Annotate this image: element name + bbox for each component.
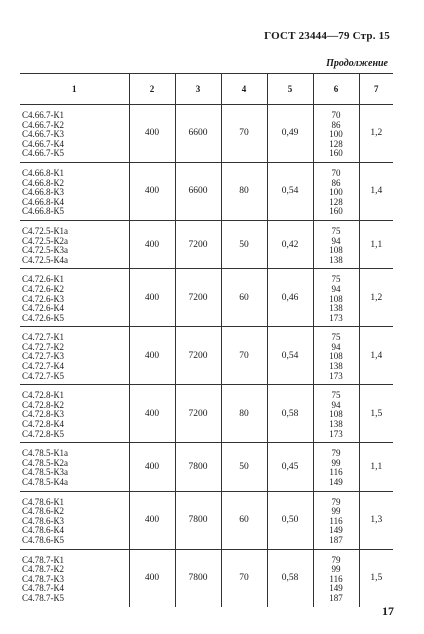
values-list-cell [313, 327, 359, 385]
cell-c2: 400 [129, 443, 175, 491]
page-number: 17 [382, 604, 394, 618]
table-row [20, 269, 393, 327]
values-list-cell [313, 549, 359, 606]
value-entry: 99 [331, 457, 341, 468]
value-entry: 75 [331, 225, 341, 236]
value-entry: 108 [329, 245, 343, 256]
value-entry: 138 [329, 361, 343, 372]
value-entry: 99 [331, 506, 341, 517]
column-header: 2 [129, 74, 175, 105]
value-entry: 75 [331, 390, 341, 401]
mark-list-cell [20, 162, 129, 220]
value-entry: 149 [329, 525, 343, 536]
product-mark: С4.72.7-К4 [22, 361, 65, 372]
product-mark: С4.72.5-К2а [22, 235, 68, 246]
value-entry: 100 [329, 129, 343, 140]
cell-c7: 1,5 [359, 549, 393, 606]
spec-table-container [20, 73, 393, 607]
product-mark: С4.66.8-К1 [22, 167, 65, 178]
column-header: 5 [267, 74, 313, 105]
product-mark: С4.72.6-К4 [22, 303, 65, 314]
value-entry: 128 [329, 196, 343, 207]
cell-c3: 7200 [175, 327, 221, 385]
product-mark: С4.72.6-К1 [22, 274, 65, 285]
value-entry: 108 [329, 409, 343, 420]
values-list-cell [313, 443, 359, 491]
cell-c4: 70 [221, 327, 267, 385]
value-entry: 149 [329, 477, 343, 487]
value-entry: 160 [329, 148, 343, 159]
product-mark: С4.66.8-К2 [22, 177, 65, 188]
mark-list-cell [20, 327, 129, 385]
value-entry: 138 [329, 303, 343, 314]
product-mark: С4.66.7-К1 [22, 110, 65, 120]
table-row [20, 491, 393, 549]
product-mark: С4.66.8-К4 [22, 196, 65, 207]
mark-list-cell [20, 491, 129, 549]
cell-c4: 80 [221, 162, 267, 220]
values-list-cell [313, 162, 359, 220]
product-mark: С4.78.6-К1 [22, 496, 65, 507]
cell-c5: 0,46 [267, 269, 313, 327]
column-header: 6 [313, 74, 359, 105]
product-mark: С4.78.7-К3 [22, 573, 65, 584]
table-header-row [20, 74, 393, 105]
cell-c5: 0,49 [267, 105, 313, 163]
value-entry: 75 [331, 332, 341, 343]
value-entry: 108 [329, 351, 343, 362]
cell-c3: 6600 [175, 105, 221, 163]
value-entry: 70 [331, 167, 341, 178]
values-list-cell [313, 105, 359, 163]
product-mark: С4.72.6-К2 [22, 283, 65, 294]
mark-list-cell [20, 269, 129, 327]
value-entry: 79 [331, 448, 341, 459]
cell-c2: 400 [129, 385, 175, 443]
product-mark: С4.78.6-К4 [22, 525, 65, 536]
cell-c4: 60 [221, 491, 267, 549]
value-entry: 86 [331, 177, 341, 188]
table-row [20, 105, 393, 163]
value-entry: 173 [329, 370, 343, 381]
product-mark: С4.72.8-К3 [22, 409, 65, 420]
column-header: 3 [175, 74, 221, 105]
value-entry: 99 [331, 564, 341, 575]
value-entry: 75 [331, 274, 341, 285]
value-entry: 86 [331, 119, 341, 130]
cell-c2: 400 [129, 105, 175, 163]
values-list-cell [313, 220, 359, 268]
cell-c4: 70 [221, 549, 267, 606]
cell-c5: 0,50 [267, 491, 313, 549]
product-mark: С4.78.7-К1 [22, 554, 65, 565]
value-entry: 173 [329, 428, 343, 439]
spec-table [20, 73, 393, 607]
cell-c3: 7200 [175, 385, 221, 443]
product-mark: С4.66.7-К3 [22, 129, 65, 140]
mark-list-cell [20, 549, 129, 606]
product-mark: С4.78.5-К4а [22, 477, 68, 487]
cell-c7: 1,1 [359, 220, 393, 268]
value-entry: 173 [329, 312, 343, 323]
cell-c2: 400 [129, 549, 175, 606]
cell-c7: 1,2 [359, 269, 393, 327]
product-mark: С4.78.6-К3 [22, 515, 65, 526]
value-entry: 94 [331, 283, 341, 294]
table-row [20, 549, 393, 606]
product-mark: С4.78.6-К2 [22, 506, 65, 517]
cell-c7: 1,4 [359, 162, 393, 220]
cell-c4: 80 [221, 385, 267, 443]
cell-c2: 400 [129, 491, 175, 549]
product-mark: С4.72.5-К1а [22, 225, 68, 236]
cell-c2: 400 [129, 162, 175, 220]
value-entry: 70 [331, 110, 341, 120]
product-mark: С4.66.7-К4 [22, 138, 65, 149]
cell-c2: 400 [129, 327, 175, 385]
cell-c3: 7200 [175, 269, 221, 327]
mark-list-cell [20, 105, 129, 163]
cell-c4: 50 [221, 220, 267, 268]
product-mark: С4.66.7-К2 [22, 119, 65, 130]
product-mark: С4.78.5-К3а [22, 467, 68, 478]
product-mark: С4.66.8-К5 [22, 206, 65, 217]
cell-c2: 400 [129, 269, 175, 327]
cell-c5: 0,54 [267, 162, 313, 220]
product-mark: С4.72.8-К4 [22, 419, 65, 430]
cell-c5: 0,58 [267, 549, 313, 606]
values-list-cell [313, 491, 359, 549]
table-row [20, 385, 393, 443]
value-entry: 160 [329, 206, 343, 217]
mark-list-cell [20, 443, 129, 491]
cell-c4: 70 [221, 105, 267, 163]
value-entry: 138 [329, 419, 343, 430]
table-row [20, 220, 393, 268]
mark-list-cell [20, 220, 129, 268]
document-header: ГОСТ 23444—79 Стр. 15 [264, 30, 390, 42]
product-mark: С4.78.7-К2 [22, 564, 65, 575]
value-entry: 116 [329, 573, 343, 584]
mark-list-cell [20, 385, 129, 443]
cell-c4: 60 [221, 269, 267, 327]
cell-c5: 0,42 [267, 220, 313, 268]
value-entry: 187 [329, 534, 343, 545]
column-header: 4 [221, 74, 267, 105]
cell-c3: 7800 [175, 549, 221, 606]
values-list-cell [313, 269, 359, 327]
column-header: 7 [359, 74, 393, 105]
product-mark: С4.72.6-К3 [22, 293, 65, 304]
value-entry: 79 [331, 554, 341, 565]
table-body [20, 105, 393, 607]
cell-c3: 6600 [175, 162, 221, 220]
product-mark: С4.72.8-К5 [22, 428, 65, 439]
cell-c3: 7800 [175, 443, 221, 491]
cell-c7: 1,1 [359, 443, 393, 491]
product-mark: С4.72.5-К3а [22, 245, 68, 256]
value-entry: 149 [329, 583, 343, 594]
product-mark: С4.72.8-К2 [22, 399, 65, 410]
value-entry: 108 [329, 293, 343, 304]
cell-c3: 7800 [175, 491, 221, 549]
value-entry: 187 [329, 592, 343, 603]
product-mark: С4.72.5-К4а [22, 254, 68, 265]
value-entry: 116 [329, 467, 343, 478]
value-entry: 116 [329, 515, 343, 526]
cell-c2: 400 [129, 220, 175, 268]
product-mark: С4.72.7-К3 [22, 351, 65, 362]
product-mark: С4.72.6-К5 [22, 312, 65, 323]
continuation-label: Продолжение [326, 58, 388, 69]
cell-c3: 7200 [175, 220, 221, 268]
cell-c7: 1,3 [359, 491, 393, 549]
table-row [20, 327, 393, 385]
table-row [20, 443, 393, 491]
cell-c7: 1,2 [359, 105, 393, 163]
cell-c5: 0,45 [267, 443, 313, 491]
values-list-cell [313, 385, 359, 443]
value-entry: 79 [331, 496, 341, 507]
value-entry: 94 [331, 399, 341, 410]
value-entry: 100 [329, 187, 343, 198]
product-mark: С4.78.5-К1а [22, 448, 68, 459]
product-mark: С4.66.7-К5 [22, 148, 65, 159]
product-mark: С4.78.7-К4 [22, 583, 65, 594]
table-row [20, 162, 393, 220]
value-entry: 94 [331, 341, 341, 352]
product-mark: С4.72.7-К1 [22, 332, 65, 343]
cell-c4: 50 [221, 443, 267, 491]
product-mark: С4.72.8-К1 [22, 390, 65, 401]
column-header: 1 [20, 74, 129, 105]
value-entry: 94 [331, 235, 341, 246]
value-entry: 138 [329, 254, 343, 265]
cell-c5: 0,54 [267, 327, 313, 385]
product-mark: С4.78.5-К2а [22, 457, 68, 468]
product-mark: С4.66.8-К3 [22, 187, 65, 198]
cell-c5: 0,58 [267, 385, 313, 443]
cell-c7: 1,4 [359, 327, 393, 385]
product-mark: С4.72.7-К5 [22, 370, 65, 381]
product-mark: С4.78.6-К5 [22, 534, 65, 545]
value-entry: 128 [329, 138, 343, 149]
product-mark: С4.72.7-К2 [22, 341, 65, 352]
product-mark: С4.78.7-К5 [22, 592, 65, 603]
cell-c7: 1,5 [359, 385, 393, 443]
